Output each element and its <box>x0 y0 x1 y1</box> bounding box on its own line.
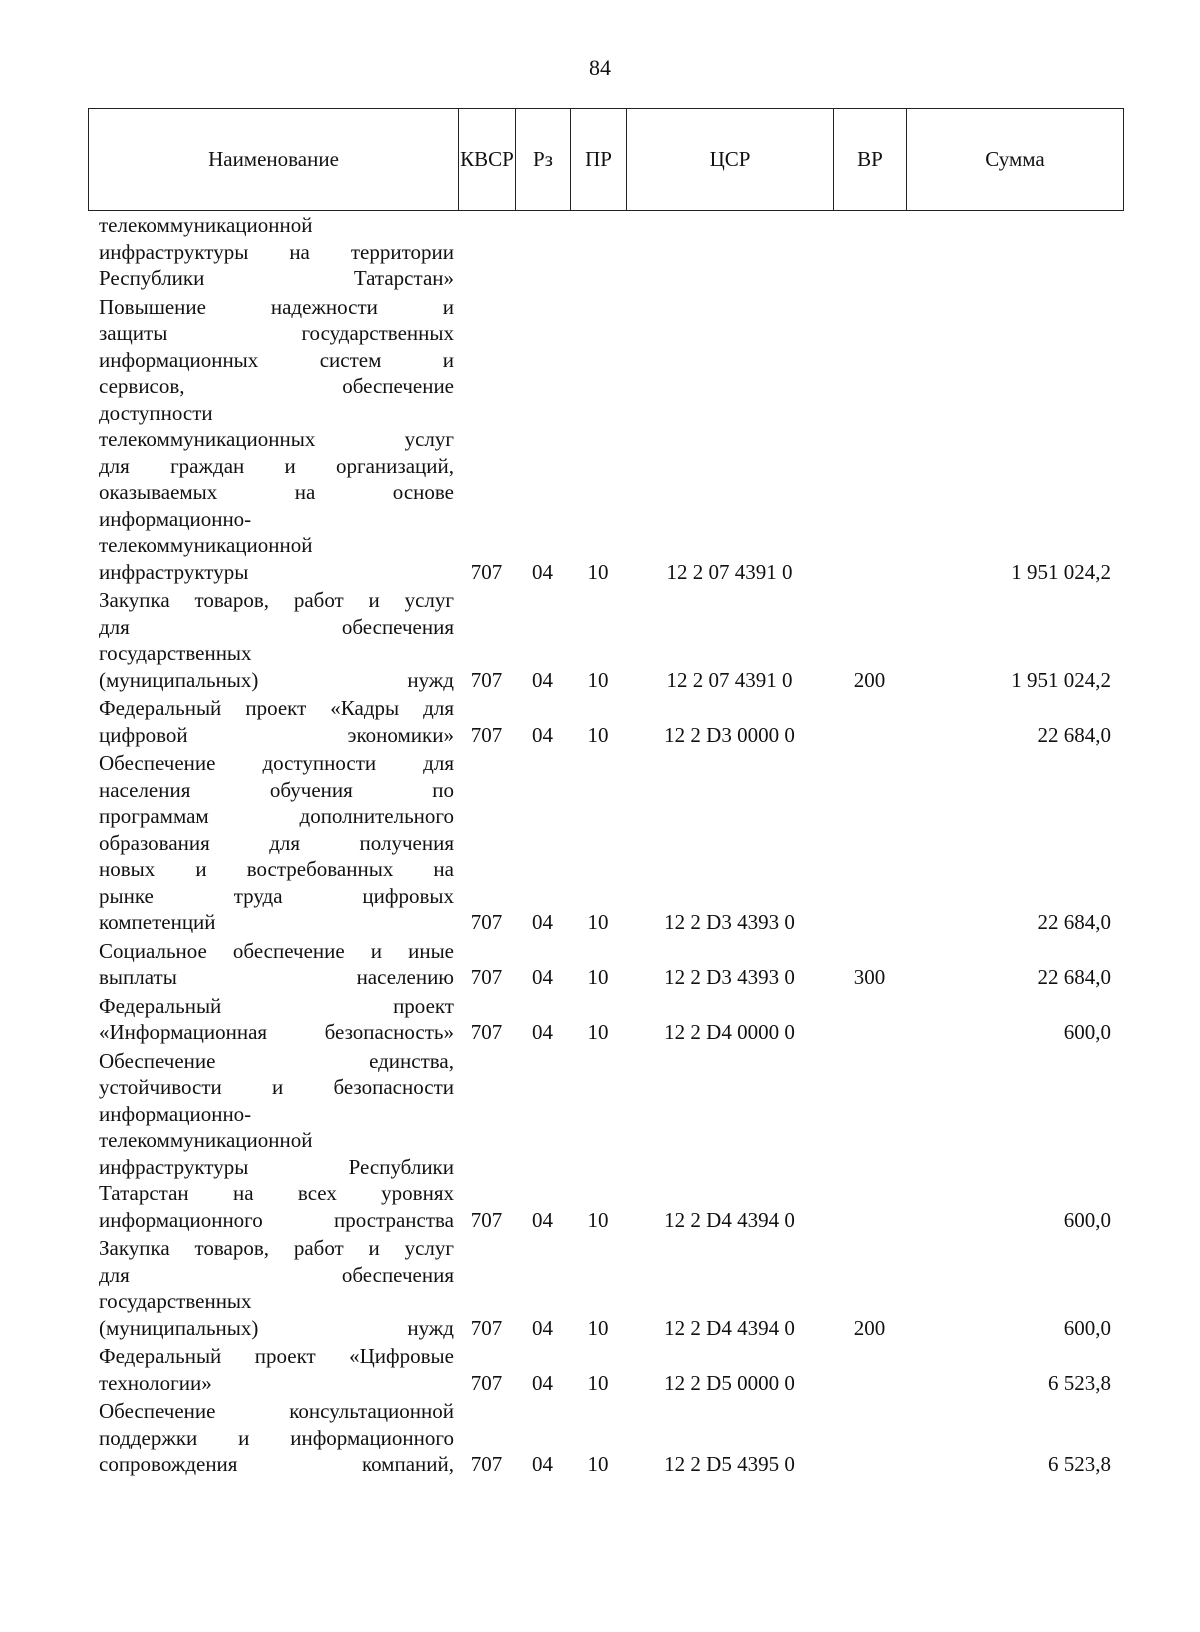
kvsr-cell: 707 <box>470 1315 503 1340</box>
name-cell <box>88 292 458 586</box>
name-line: телекоммуникационных услуг <box>99 427 454 451</box>
name-line: (муниципальных) нужд <box>99 667 454 692</box>
name-line: информационно- <box>99 1101 252 1126</box>
table-row <box>88 991 1123 1046</box>
name-line: Федеральный проект <box>99 993 454 1018</box>
vr-cell: 200 <box>853 1315 886 1340</box>
pr-cell: 10 <box>587 1020 609 1044</box>
name-line: телекоммуникационной <box>99 533 313 557</box>
name-line: «Информационная безопасность» <box>99 1020 454 1044</box>
rz-cell: 04 <box>532 1315 553 1340</box>
name-cell <box>88 1046 458 1234</box>
page-number: 84 <box>589 55 611 80</box>
column-header-sum: Сумма <box>907 109 1124 211</box>
name-line: телекоммуникационной <box>99 1128 313 1152</box>
kvsr-cell: 707 <box>470 1370 503 1395</box>
name-line: для обеспечения <box>99 1262 454 1287</box>
sum-cell: 600,0 <box>1063 1020 1111 1044</box>
csr-cell: 12 2 07 4391 0 <box>666 667 793 692</box>
name-cell <box>88 693 458 748</box>
kvsr-cell: 707 <box>470 722 503 747</box>
rz-cell: 04 <box>532 1207 553 1232</box>
rz-cell: 04 <box>532 910 553 934</box>
pr-cell: 10 <box>587 910 609 934</box>
sum-cell: 6 523,8 <box>1048 1370 1111 1395</box>
sum-cell: 1 951 024,2 <box>1011 559 1111 584</box>
name-line: сопровождения компаний, <box>99 1452 454 1476</box>
name-cell <box>88 936 458 991</box>
name-cell <box>88 1233 458 1341</box>
csr-cell: 12 2 D4 4394 0 <box>664 1315 795 1340</box>
rz-cell: 04 <box>532 722 553 747</box>
name-line: сервисов, обеспечение <box>99 374 454 398</box>
csr-cell: 12 2 D3 0000 0 <box>664 722 795 747</box>
name-line: инфраструктуры Республики <box>99 1154 454 1179</box>
pr-cell: 10 <box>587 667 609 692</box>
column-header-csr: ЦСР <box>627 109 834 211</box>
rz-cell: 04 <box>532 559 553 584</box>
name-cell <box>88 212 458 292</box>
name-line: Федеральный проект «Цифровые <box>99 1344 454 1368</box>
name-line: защиты государственных <box>99 321 454 345</box>
name-cell <box>88 748 458 936</box>
table-row <box>88 936 1123 991</box>
column-header-kvsr: КВСР <box>459 109 516 211</box>
table-row <box>88 1046 1123 1234</box>
table-row <box>88 1233 1123 1341</box>
rz-cell: 04 <box>532 965 553 989</box>
name-line: рынке труда цифровых <box>99 883 454 908</box>
name-line: устойчивости и безопасности <box>99 1075 454 1099</box>
vr-cell: 200 <box>853 667 886 692</box>
name-line: для обеспечения <box>99 614 454 639</box>
name-line: Обеспечение единства, <box>99 1048 454 1073</box>
column-header-vr: ВР <box>834 109 907 211</box>
column-header-rz: Рз <box>516 109 571 211</box>
kvsr-cell: 707 <box>470 1452 503 1476</box>
kvsr-cell: 707 <box>470 559 503 584</box>
rz-cell <box>515 212 570 292</box>
table-row <box>88 585 1123 693</box>
sum-cell: 22 684,0 <box>1037 965 1111 989</box>
csr-cell: 12 2 D4 0000 0 <box>664 1020 795 1044</box>
pr-cell: 10 <box>587 722 609 747</box>
name-line: программам дополнительного <box>99 804 454 828</box>
kvsr-cell: 707 <box>470 1207 503 1232</box>
name-line: инфраструктуры <box>99 559 249 584</box>
vr-cell <box>833 292 906 586</box>
vr-cell <box>833 1396 906 1478</box>
name-line: государственных <box>99 1289 252 1313</box>
name-line: Татарстан на всех уровнях <box>99 1181 454 1205</box>
name-line: новых и востребованных на <box>99 857 454 881</box>
name-line: выплаты населению <box>99 965 454 989</box>
csr-cell: 12 2 D3 4393 0 <box>664 910 795 934</box>
name-line: образования для получения <box>99 830 454 855</box>
csr-cell: 12 2 D3 4393 0 <box>664 965 795 989</box>
pr-cell: 10 <box>587 1452 609 1476</box>
table-row <box>88 693 1123 748</box>
csr-cell: 12 2 D5 4395 0 <box>664 1452 795 1476</box>
name-line: Обеспечение доступности для <box>99 751 454 775</box>
pr-cell: 10 <box>587 1207 609 1232</box>
pr-cell: 10 <box>587 1315 609 1340</box>
name-line: Федеральный проект «Кадры для <box>99 696 454 720</box>
sum-cell: 600,0 <box>1063 1315 1111 1340</box>
sum-cell: 600,0 <box>1063 1207 1111 1232</box>
csr-cell: 12 2 D4 4394 0 <box>664 1207 795 1232</box>
name-line: инфраструктуры на территории <box>99 239 454 264</box>
pr-cell <box>570 212 626 292</box>
vr-cell <box>833 1341 906 1396</box>
rz-cell: 04 <box>532 1370 553 1395</box>
name-cell <box>88 1341 458 1396</box>
name-cell <box>88 1396 458 1478</box>
sum-cell: 1 951 024,2 <box>1011 667 1111 692</box>
name-line: населения обучения по <box>99 777 454 802</box>
table-row <box>88 212 1123 292</box>
name-line: Закупка товаров, работ и услуг <box>99 1236 454 1260</box>
name-line: оказываемых на основе <box>99 480 454 504</box>
name-line: технологии» <box>99 1370 212 1395</box>
kvsr-cell: 707 <box>470 667 503 692</box>
name-line: Социальное обеспечение и иные <box>99 938 454 963</box>
name-line: доступности <box>99 400 213 425</box>
name-line: Закупка товаров, работ и услуг <box>99 588 454 612</box>
vr-cell <box>833 748 906 936</box>
name-line: компетенций <box>99 910 216 934</box>
pr-cell: 10 <box>587 1370 609 1395</box>
table-row <box>88 292 1123 586</box>
name-line: для граждан и организаций, <box>99 453 454 478</box>
kvsr-cell: 707 <box>470 1020 503 1044</box>
kvsr-cell: 707 <box>470 965 503 989</box>
name-line: Повышение надежности и <box>99 294 454 319</box>
kvsr-cell: 707 <box>470 910 503 934</box>
vr-cell <box>833 1046 906 1234</box>
sum-cell: 22 684,0 <box>1037 722 1111 747</box>
rz-cell: 04 <box>532 667 553 692</box>
name-line: (муниципальных) нужд <box>99 1315 454 1340</box>
sum-cell <box>906 212 1123 292</box>
column-header-pr: ПР <box>571 109 627 211</box>
name-cell <box>88 585 458 693</box>
vr-cell <box>833 212 906 292</box>
name-line: телекоммуникационной <box>99 213 313 237</box>
name-line: Обеспечение консультационной <box>99 1399 454 1423</box>
column-header-name: Наименование <box>89 109 459 211</box>
table-row <box>88 1341 1123 1396</box>
budget-table <box>88 212 1123 1478</box>
table-header <box>88 108 1124 211</box>
pr-cell: 10 <box>587 559 609 584</box>
table-row <box>88 748 1123 936</box>
vr-cell <box>833 693 906 748</box>
csr-cell: 12 2 07 4391 0 <box>666 559 793 584</box>
vr-cell <box>833 991 906 1046</box>
pr-cell: 10 <box>587 965 609 989</box>
kvsr-cell <box>458 212 515 292</box>
csr-cell <box>626 212 833 292</box>
name-line: государственных <box>99 641 252 665</box>
sum-cell: 22 684,0 <box>1037 910 1111 934</box>
rz-cell: 04 <box>532 1452 553 1476</box>
name-cell <box>88 991 458 1046</box>
name-line: цифровой экономики» <box>99 722 454 747</box>
csr-cell: 12 2 D5 0000 0 <box>664 1370 795 1395</box>
name-line: информационного пространства <box>99 1207 454 1232</box>
name-line: поддержки и информационного <box>99 1425 454 1450</box>
vr-cell: 300 <box>853 965 886 989</box>
rz-cell: 04 <box>532 1020 553 1044</box>
name-line: Республики Татарстан» <box>99 266 454 290</box>
table-row <box>88 1396 1123 1478</box>
sum-cell: 6 523,8 <box>1048 1452 1111 1476</box>
name-line: информационных систем и <box>99 347 454 372</box>
name-line: информационно- <box>99 506 252 531</box>
